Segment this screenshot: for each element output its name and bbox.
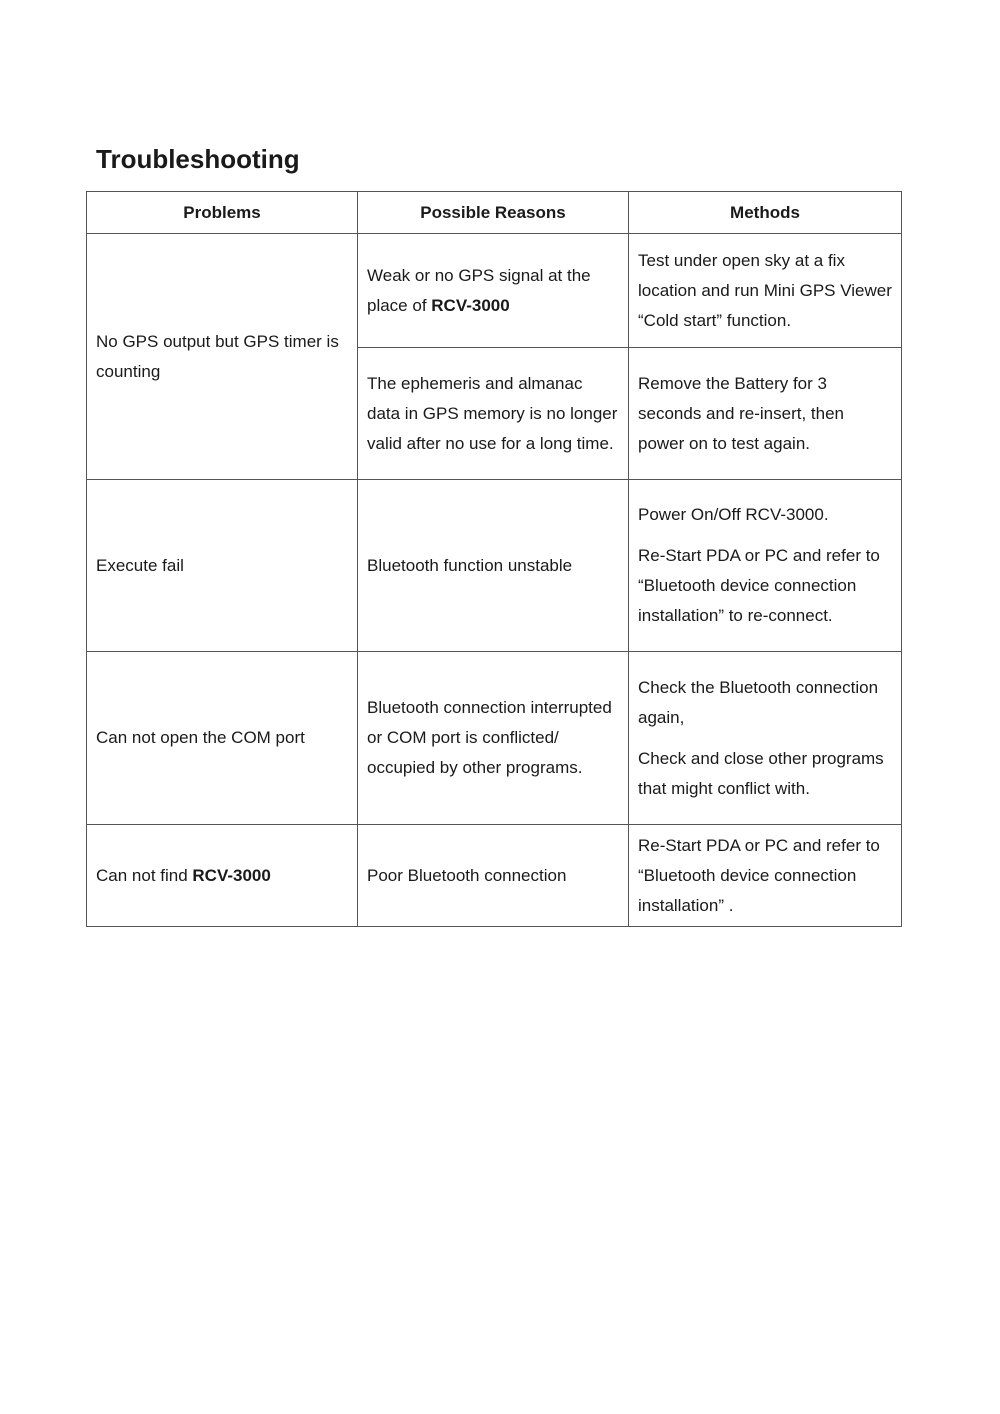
- header-methods: Methods: [629, 192, 902, 234]
- reason-text: The ephemeris and almanac data in GPS memory is no longer valid after no use for a long time.: [367, 373, 618, 453]
- reason-text: Bluetooth connection interrupted or COM port is conflicted/ occupied by other programs.: [367, 698, 612, 777]
- header-possible-reasons: Possible Reasons: [358, 192, 629, 234]
- method-cell: [629, 825, 902, 927]
- problem-cell: [87, 234, 358, 480]
- problem-text: No GPS output but GPS timer is counting: [96, 331, 339, 381]
- method-text: Re-Start PDA or PC and refer to “Bluetooth device connection installation” to re-connect.: [638, 546, 880, 625]
- method-text: Check the Bluetooth connection again,: [638, 677, 879, 727]
- reason-cell: [358, 825, 629, 927]
- table-row: [87, 652, 902, 825]
- reason-cell: [358, 348, 629, 480]
- method-text: Re-Start PDA or PC and refer to “Bluetooth device connection installation” .: [638, 835, 880, 915]
- problem-text: Execute fail: [96, 555, 184, 575]
- table-row: [87, 480, 902, 652]
- method-text: Check and close other programs that might conflict with.: [638, 748, 884, 798]
- page-title: Troubleshooting: [96, 144, 300, 174]
- method-cell: [629, 652, 902, 825]
- reason-text: Weak or no GPS signal at the place of RCV-3000: [367, 265, 591, 315]
- reason-cell: [358, 480, 629, 652]
- reason-cell: [358, 234, 629, 348]
- table-row: [87, 234, 902, 348]
- model-name: RCV-3000: [431, 295, 510, 315]
- method-cell: [629, 348, 902, 480]
- method-text: Remove the Battery for 3 seconds and re-insert, then power on to test again.: [638, 373, 845, 453]
- method-text: Power On/Off RCV-3000.: [638, 505, 829, 524]
- method-text: Test under open sky at a fix location and run Mini GPS Viewer “Cold start” function.: [638, 250, 892, 330]
- table-header-row: [87, 192, 902, 234]
- method-cell: [629, 234, 902, 348]
- problem-text: Can not open the COM port: [96, 728, 305, 747]
- table-row: [87, 825, 902, 927]
- reason-text: Bluetooth function unstable: [367, 555, 573, 575]
- header-problems: Problems: [87, 192, 358, 234]
- reason-text: Poor Bluetooth connection: [367, 865, 567, 885]
- method-cell: [629, 480, 902, 652]
- problem-cell: [87, 652, 358, 825]
- troubleshooting-table: [86, 191, 902, 927]
- model-name: RCV-3000: [192, 865, 271, 885]
- problem-text: Can not find RCV-3000: [96, 865, 271, 885]
- problem-cell: [87, 480, 358, 652]
- problem-cell: [87, 825, 358, 927]
- reason-cell: [358, 652, 629, 825]
